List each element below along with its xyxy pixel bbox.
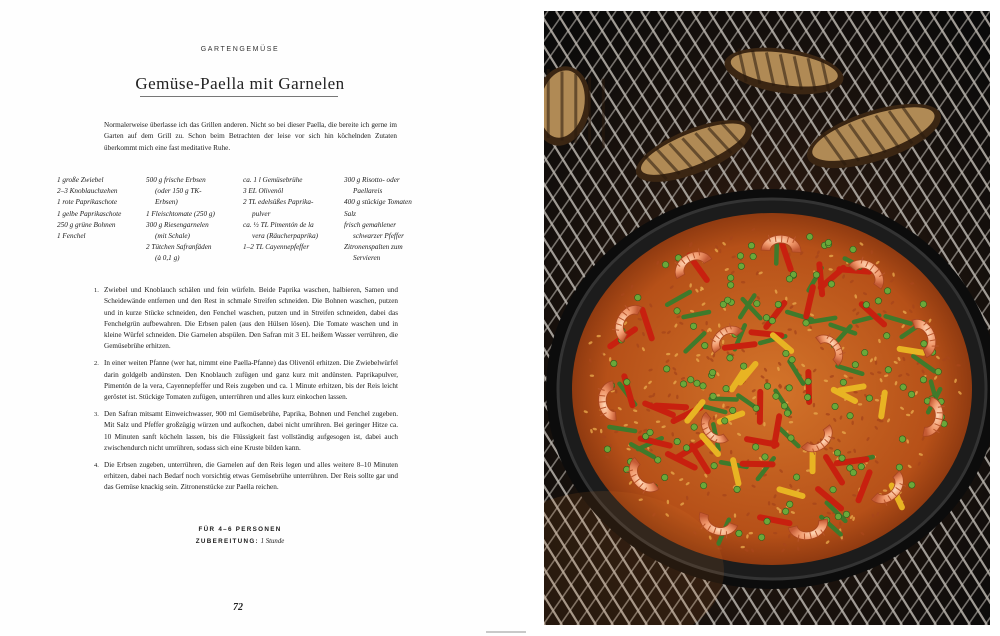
pea [748,242,754,248]
pea [840,379,846,385]
ingredient-line: 500 g frische Erbsen [146,176,206,184]
ingredients-column-3 [243,175,318,253]
ingredient-line: 400 g stückige Tomaten [344,198,412,207]
pea [866,395,872,401]
ingredient-line: 1 Fleischtomate (250 g) [146,209,215,218]
pea [862,349,868,355]
pea [611,360,617,366]
ingredient-line: 3 EL Olivenöl [243,187,284,196]
pea [935,369,941,375]
pea [647,429,653,435]
ingredients-column-1 [57,175,121,242]
pea [786,276,792,282]
pea [753,405,759,411]
yellow-pepper-strip [900,349,924,353]
pea [835,513,841,519]
ingredient-line: 300 g Riesengarnelen [146,220,209,229]
pea [740,363,746,369]
ingredient-line: (à 0,1 g) [155,254,180,263]
ingredient-line: (mit Schale) [155,232,190,241]
pea [775,301,781,307]
title-underline [140,96,338,97]
pea [847,413,853,419]
pea [683,445,689,451]
pea [764,518,770,524]
page-number: 72 [233,602,243,613]
ingredient-line: 2 TL edelsüßes Paprika- [243,198,314,207]
ingredient-line: 2 Tütchen Safranfäden [146,243,212,252]
pea [784,410,790,416]
pea [758,534,764,540]
pea [875,298,881,304]
pea [694,380,700,386]
pea [737,253,743,259]
method-step [94,285,398,353]
ingredient-line: ca. 1 l Gemüsebrühe [243,176,303,184]
method-step [94,358,398,403]
method-steps [94,285,398,499]
step-text: Den Safran mitsamt Einweichwasser, 900 ml Gemüsebrühe, Paprika, Bohnen und Fenchel zugeben. Mit Salz und Pfeffer großzügig würzen und aufkochen, dabei nicht umrühren. Bei geringer Hitze ca. 10 Minuten sanft köcheln lassen, bis die Flüssigkeit fast vollständig aufgesogen ist, dabei auch zwischendurch nicht umrühren, sodass sich eine Kruste bilden kann. [104,409,398,452]
pea [884,333,890,339]
shrimp-segment [599,402,606,403]
prep-value: 1 Stunde [260,538,285,545]
method-step [94,409,398,454]
pea [754,300,760,306]
rice-grain [787,328,791,330]
step-text: In einer weiten Pfanne (wer hat, nimmt eine Paella-Pfanne) das Olivenöl erhitzen. Die Zwiebelwürfel darin goldgelb andünsten. Den Knoblauch zufügen und ganz kurz mit andünsten. Paprikapulver, Pimentón de la vera, Cayennepfeffer und Reis zugeben und ca. 1 Minute erhitzen, bis der Reis leicht geröstet ist. Stückige Tomaten zufügen, unterrühren und alles kurz einkochen lassen. [104,359,398,402]
pea [825,239,831,245]
pea [728,275,734,281]
pea [782,508,788,514]
ingredient-line: vera (Räucherpaprika) [252,232,319,241]
ingredient-line: 1 große Zwiebel [57,176,104,184]
pea [850,246,856,252]
pea [727,355,733,361]
pea [830,487,836,493]
pea [674,308,680,314]
pea [863,302,869,308]
red-pepper-strip [743,464,773,465]
ingredient-line: Salz [344,209,356,218]
pea [662,262,668,268]
photo-canvas [544,11,990,625]
servings-label: FÜR 4–6 PERSONEN [198,526,282,533]
pea [899,436,905,442]
pea [674,438,680,444]
pea [834,450,840,456]
pea [730,407,736,413]
pea [753,444,759,450]
pea [920,377,926,383]
pea [691,424,697,430]
step-text: Zwiebel und Knoblauch schälen und fein würfeln. Beide Paprika waschen, halbieren, Samen und Scheidewände entfernen und den Rest in schmale Streifen schneiden. Die Bohnen waschen, putzen und in kurze Stücke schneiden, den Fenchel waschen, putzen und in Streifen schneiden, dabei das Fenchelgrün aufbewahren. Die Erbsen palen (aus den Hülsen lösen). Die Tomate waschen und in kleine Würfel schneiden. Die Garnelen abspülen. Den Safran mit 3 EL heißem Wasser verrühren, die Gemüsebrühe erhitzen. [104,286,398,351]
recipe-title: Gemüse-Paella mit Garnelen [135,74,345,93]
pea [769,317,775,323]
pea [805,378,811,384]
recipe-meta [150,524,330,548]
pea [728,282,734,288]
ingredient-line: 1 rote Paprikaschote [57,198,118,207]
pea [852,362,858,368]
page-edge-mark [486,631,526,633]
pea [787,501,793,507]
pea [813,272,819,278]
recipe-intro: Normalerweise überlasse ich das Grillen anderen. Nicht so bei dieser Paella, die bereite ich gerne im Garten auf dem Grill zu. Schon beim Betrachten der leise vor sich hin köchelnden Zutaten überkommt mich eine fast meditative Ruhe. [104,121,397,152]
pea [680,381,686,387]
pea [804,394,810,400]
ingredient-line: Erbsen) [155,198,178,207]
pea [702,342,708,348]
ingredient-line: pulver [252,209,271,218]
pea [736,530,742,536]
pea [788,435,794,441]
yellow-pepper-strip [881,393,884,417]
pea [709,369,715,375]
pea [655,457,661,463]
pea [828,281,834,287]
pea [723,385,729,391]
step-number: 1. [94,287,99,294]
ingredients-column-4 [344,175,412,265]
ingredient-line: Zitronenspalten zum [344,243,403,252]
pea [688,377,694,383]
pea [700,482,706,488]
ingredient-line: 1 gelbe Paprikaschote [57,209,122,218]
ingredient-line: 2–3 Knoblauchzehen [57,187,118,196]
ingredient-line: 1–2 TL Cayennepfeffer [243,243,310,252]
pea [803,320,809,326]
pea [850,469,856,475]
pea [700,383,706,389]
yellow-pepper-strip [840,386,864,390]
ingredient-line: frisch gemahlener [344,220,397,229]
pea [663,366,669,372]
red-pepper-strip [819,264,822,294]
pea [734,486,740,492]
red-pepper-strip [725,344,755,348]
ingredients-column-2 [146,175,215,265]
pea [762,454,768,460]
prep-time [150,536,330,548]
pea [858,463,864,469]
pea [783,350,789,356]
ingredient-line: 1 Fenchel [57,232,86,241]
step-number: 2. [94,360,99,368]
ingredient-line: ca. ½ TL Pimentón de la [243,220,314,229]
pea [807,234,813,240]
ingredient-line: Servieren [353,254,381,263]
pea [793,474,799,480]
pea [763,315,769,321]
pea [839,455,845,461]
prep-label: ZUBEREITUNG: [195,538,259,545]
section-label: GARTENGEMÜSE [200,46,280,53]
pea [884,288,890,294]
pea [781,403,787,409]
pea [921,341,927,347]
pea [690,323,696,329]
pea [662,474,668,480]
pea [832,403,838,409]
step-text: Die Erbsen zugeben, unterrühren, die Garnelen auf den Reis legen und alles weitere 8–10 Minuten erhitzen, dabei nach Bedarf noch vorsichtig etwas Gemüsebrühe unterrühren. Der Reis sollte gar und das Gemüse knackig sein. Zitronenstücke zur Paella reichen. [104,460,398,492]
pea [789,357,795,363]
pea [909,482,915,488]
pea [764,383,770,389]
ingredient-line: 300 g Risotto- oder [344,176,400,184]
pea [908,391,914,397]
pea [920,301,926,307]
pea [843,511,849,517]
pea [786,385,792,391]
pea [738,263,744,269]
step-number: 3. [94,410,99,418]
pea [722,418,728,424]
pea [900,384,906,390]
pea [710,393,716,399]
pea [635,294,641,300]
step-number: 4. [94,461,99,469]
ingredient-line: Paellareis [353,187,383,196]
paella-photo [544,11,990,625]
ingredient-line: 250 g grüne Bohnen [57,220,116,229]
pea [711,463,717,469]
pea [896,464,902,470]
ingredient-line: (oder 150 g TK- [155,187,202,196]
pea [750,253,756,259]
method-step [94,460,398,494]
pea [624,379,630,385]
pea [885,367,891,373]
pea [724,297,730,303]
ingredient-line: schwarzer Pfeffer [353,232,404,241]
rice-grain [858,403,862,405]
pea [604,446,610,452]
rice-grain [871,250,873,254]
pea [773,393,779,399]
